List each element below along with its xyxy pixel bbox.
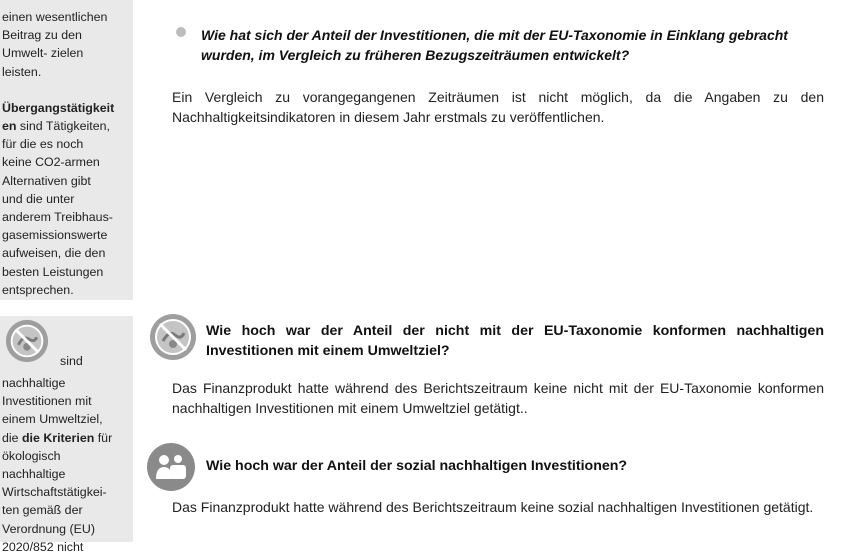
answer-taxonomy-comparison: Ein Vergleich zu vorangegangenen Zeiträumen ist nicht möglich, da die Angaben zu den Nachhaltigkeitsindikatoren in diesem Jahr erstmals zu veröffentlichen. bbox=[172, 89, 824, 125]
eu-taxonomy-crossed-icon bbox=[4, 318, 50, 364]
people-icon bbox=[147, 443, 195, 491]
sidebar-line: Investitionen mit bbox=[2, 394, 92, 409]
sidebar-line: Verordnung (EU) bbox=[2, 521, 95, 536]
sidebar-line: besten Leistungen bbox=[2, 264, 104, 279]
sidebar-line: keine CO2-armen bbox=[2, 155, 100, 170]
sidebar-line bbox=[2, 429, 133, 447]
sidebar-line: leisten. bbox=[2, 64, 42, 79]
answer-non-taxonomy-sustainable: Das Finanzprodukt hatte während des Berichtszeitraum keine nicht mit der EU-Taxonomie konformen nachhaltigen Investitionen mit einem Umweltziel getätigt.. bbox=[172, 380, 824, 416]
sidebar-line: gasemissionswerte bbox=[2, 228, 108, 243]
question-taxonomy-comparison: Wie hat sich der Anteil der Investitionen, die mit der EU-Taxonomie in Einklang gebracht wurden, im Vergleich zu früheren Bezugszeiträumen entwickelt? bbox=[201, 27, 788, 63]
sidebar-definition-top bbox=[0, 0, 133, 300]
sidebar-line: Alternativen gibt bbox=[2, 173, 91, 188]
sidebar-line: Umwelt- zielen bbox=[2, 46, 84, 61]
sidebar-line: 2020/852 nicht bbox=[2, 539, 84, 554]
sidebar-line: anderem Treibhaus- bbox=[2, 210, 113, 225]
sidebar-line: ökologisch bbox=[2, 448, 61, 463]
sidebar-line: nachhaltige bbox=[2, 467, 66, 482]
sidebar-line: entsprechen. bbox=[2, 282, 74, 297]
question-non-taxonomy-sustainable: Wie hoch war der Anteil der nicht mit der EU-Taxonomie konformen nachhaltigen Investitionen mit einem Umweltziel? bbox=[206, 323, 824, 359]
sidebar-line bbox=[2, 117, 133, 135]
sidebar-line: ten gemäß der bbox=[2, 503, 83, 518]
sidebar-line: einem Umweltziel, bbox=[2, 412, 103, 427]
sidebar-line: Beitrag zu den bbox=[2, 28, 82, 43]
sidebar-definition-bottom bbox=[0, 316, 133, 554]
sidebar-term-transition: Übergangstätigkeit bbox=[2, 100, 115, 115]
sidebar-line: aufweisen, die den bbox=[2, 246, 106, 261]
sidebar-line: für die es noch bbox=[2, 137, 84, 152]
sidebar-term-criteria: die Kriterien bbox=[21, 430, 95, 445]
sidebar-line: einen wesentlichen bbox=[2, 10, 108, 24]
sidebar-term-transition-end: en bbox=[2, 119, 17, 134]
answer-social-sustainable: Das Finanzprodukt hatte während des Berichtszeitraum keine sozial nachhaltigen Investitionen getätigt. bbox=[172, 499, 814, 515]
question-social-sustainable: Wie hoch war der Anteil der sozial nachhaltigen Investitionen? bbox=[206, 458, 628, 474]
bullet-icon bbox=[176, 27, 186, 37]
sidebar-text: die bbox=[2, 430, 22, 445]
sidebar-text: für bbox=[94, 430, 113, 445]
sidebar-text-sind: sind bbox=[60, 354, 83, 368]
eu-taxonomy-crossed-icon bbox=[149, 313, 197, 361]
sidebar-line: Wirtschaftstätigkei- bbox=[2, 485, 107, 500]
sidebar-line: und die unter bbox=[2, 191, 75, 206]
sidebar-line: nachhaltige bbox=[2, 376, 66, 390]
sidebar-text: sind Tätigkeiten, bbox=[16, 119, 110, 134]
